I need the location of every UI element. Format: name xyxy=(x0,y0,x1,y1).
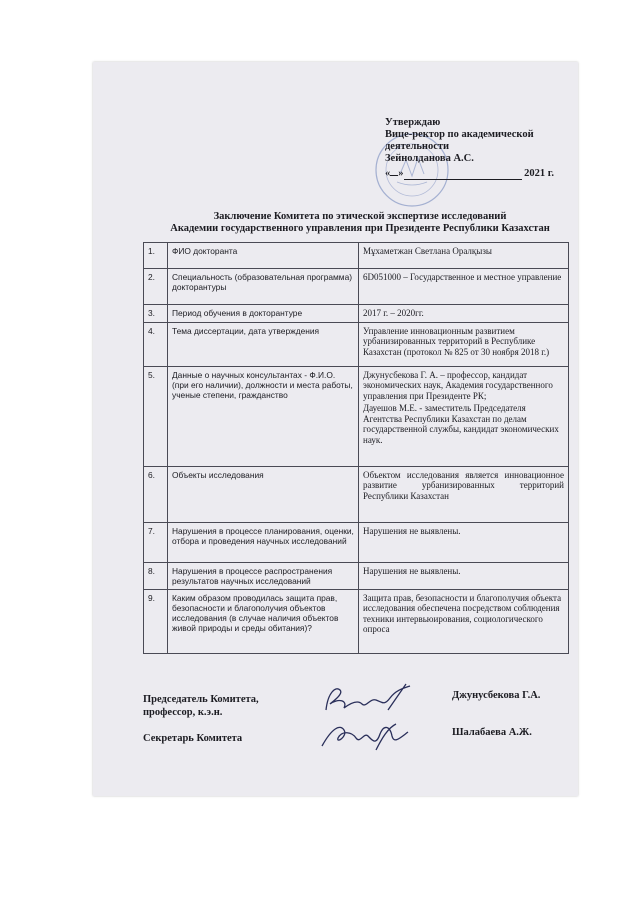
chair-title-line-1: Председатель Комитета, xyxy=(143,694,259,705)
table-row xyxy=(144,522,569,562)
document-title xyxy=(150,211,570,235)
row-value: Нарушения не выявлены. xyxy=(359,562,569,589)
secretary-signature-icon xyxy=(318,718,428,754)
table-row xyxy=(144,466,569,522)
row-label: Нарушения в процессе распространения результатов научных исследований xyxy=(168,562,359,589)
row-label: Тема диссертации, дата утверждения xyxy=(168,322,359,366)
approval-block xyxy=(385,117,554,180)
row-number: 9. xyxy=(144,589,168,653)
secretary-name: Шалабаева А.Ж. xyxy=(452,727,532,738)
row-label: ФИО докторанта xyxy=(168,243,359,269)
row-label: Объекты исследования xyxy=(168,466,359,522)
row-number: 4. xyxy=(144,322,168,366)
row-number: 1. xyxy=(144,243,168,269)
title-line-2: Академии государственного управления при Президенте Республики Казахстан xyxy=(170,223,550,234)
table-row xyxy=(144,305,569,323)
date-quote-close: » xyxy=(398,168,404,179)
chair-signature-icon xyxy=(318,680,428,720)
table-row xyxy=(144,322,569,366)
table-row xyxy=(144,269,569,305)
row-number: 5. xyxy=(144,366,168,466)
row-label: Специальность (образовательная программа) докторантуры xyxy=(168,269,359,305)
row-label: Каким образом проводилась защита прав, безопасности и благополучия объектов исследования (в случае наличия объектов живой природы и среды обитания)? xyxy=(168,589,359,653)
row-value: Защита прав, безопасности и благополучия объекта исследования обеспечена посредством соблюдения техники интервьюирования, социологического опроса xyxy=(359,589,569,653)
table-row xyxy=(144,366,569,466)
table-row xyxy=(144,562,569,589)
chair-name: Джунусбекова Г.А. xyxy=(452,690,541,701)
row-value: Управление инновационным развитием урбанизированных территорий в Республике Казахстан (протокол № 825 от 30 ноября 2018 г.) xyxy=(359,322,569,366)
row-number: 8. xyxy=(144,562,168,589)
approval-line: деятельности xyxy=(385,141,450,152)
table-row xyxy=(144,243,569,269)
row-number: 6. xyxy=(144,466,168,522)
row-label: Период обучения в докторантуре xyxy=(168,305,359,323)
row-number: 2. xyxy=(144,269,168,305)
row-value: 2017 г. – 2020гг. xyxy=(359,305,569,323)
row-number: 7. xyxy=(144,522,168,562)
approval-line: Вице-ректор по академической xyxy=(385,129,534,140)
chair-title-line-2: профессор, к.э.н. xyxy=(143,706,223,718)
row-value: Объектом исследования является инновационное развитие урбанизированных территорий Республики Казахстан xyxy=(359,466,569,522)
approval-line: Утверждаю xyxy=(385,117,441,128)
consultant-2: Дауешов М.Е. - заместитель Председателя Агентства Республики Казахстан по делам государственной службы, кандидат экономических наук. xyxy=(363,403,559,445)
approval-signer: Зейнолданова А.С. xyxy=(385,153,474,164)
row-label: Данные о научных консультантах - Ф.И.О. (при его наличии), должности и места работы, ученые степени, гражданство xyxy=(168,366,359,466)
row-value: Мұхаметжан Светлана Оралқызы xyxy=(359,243,569,269)
date-year: 2021 г. xyxy=(524,168,554,179)
title-line-1: Заключение Комитета по этической экспертизе исследований xyxy=(213,211,507,222)
row-value xyxy=(359,366,569,466)
approval-date xyxy=(385,168,554,180)
date-quote-open: « xyxy=(385,168,391,179)
row-value: Нарушения не выявлены. xyxy=(359,522,569,562)
chair-title xyxy=(143,694,259,719)
secretary-title: Секретарь Комитета xyxy=(143,733,243,744)
row-value: 6D051000 – Государственное и местное управление xyxy=(359,269,569,305)
table-row xyxy=(144,589,569,653)
consultant-1: Джунусбекова Г. А. – профессор, кандидат экономических наук, Академия государственного управления при Президенте РК; xyxy=(363,369,553,401)
row-number: 3. xyxy=(144,305,168,323)
conclusion-table xyxy=(143,242,569,654)
row-label: Нарушения в процессе планирования, оценки, отбора и проведения научных исследований xyxy=(168,522,359,562)
